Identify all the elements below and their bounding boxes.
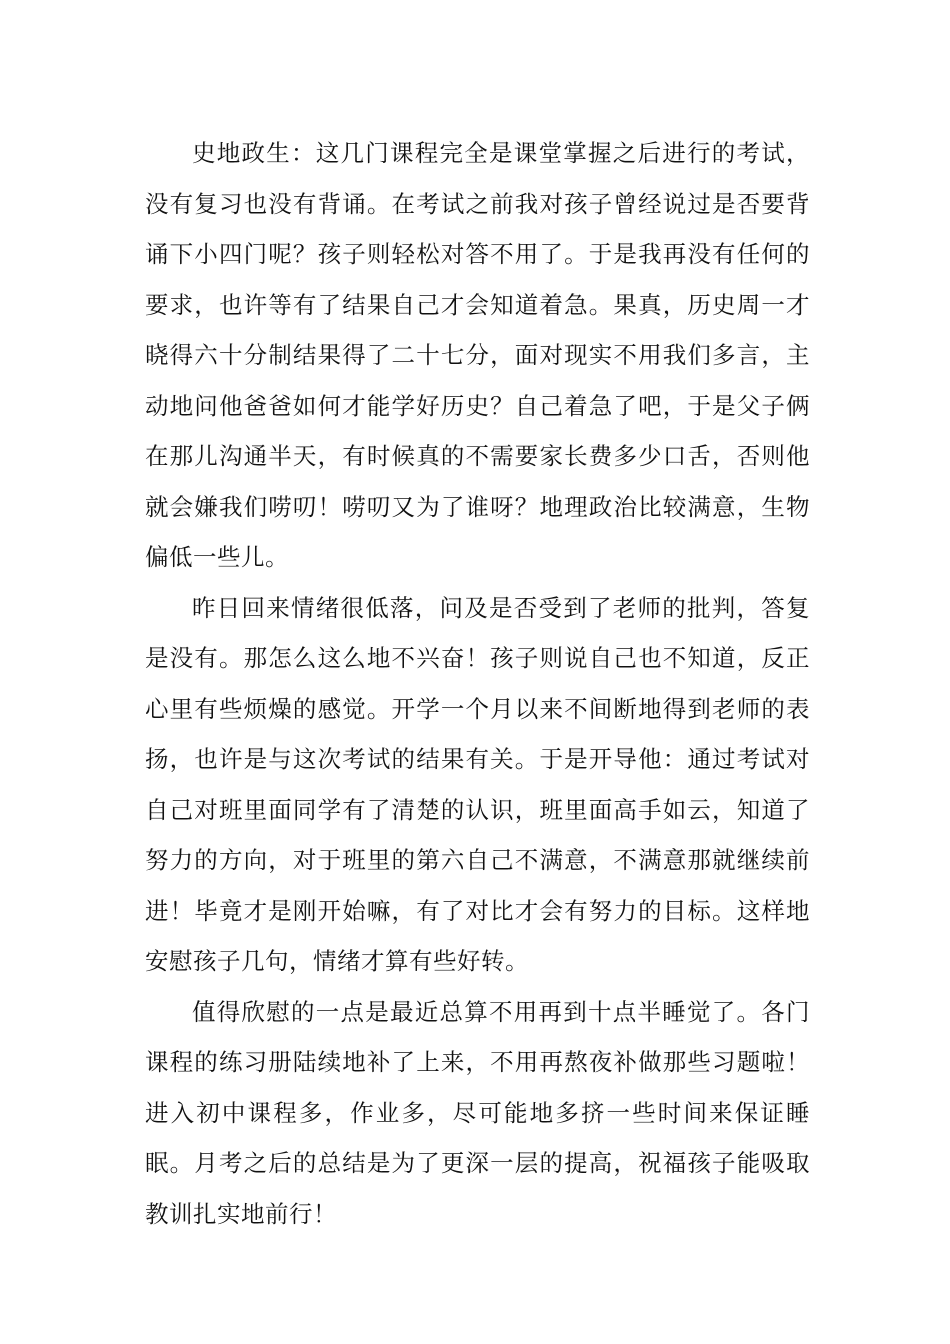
paragraph-sleep-and-summary: 值得欣慰的一点是最近总算不用再到十点半睡觉了。各门课程的练习册陆续地补了上来，不用再熬夜补做那些习题啦！进入初中课程多，作业多，尽可能地多挤一些时间来保证睡眠。月考之后的总结是为了更深一层的提高，祝福孩子能吸取教训扎实地前行！	[145, 997, 810, 1228]
article-body	[145, 128, 810, 1239]
paragraph-mood-after-exam: 昨日回来情绪很低落，问及是否受到了老师的批判，答复是没有。那怎么这么地不兴奋！孩子则说自己也不知道，反正心里有些烦燥的感觉。开学一个月以来不间断地得到老师的表扬，也许是与这次考试的结果有关。于是开导他：通过考试对自己对班里面同学有了清楚的认识，班里面高手如云，知道了努力的方向，对于班里的第六自己不满意，不满意那就继续前进！毕竟才是刚开始嘛，有了对比才会有努力的目标。这样地安慰孩子几句，情绪才算有些好转。	[145, 593, 810, 975]
paragraph-history-geo-politics-bio: 史地政生：这几门课程完全是课堂掌握之后进行的考试，没有复习也没有背诵。在考试之前我对孩子曾经说过是否要背诵下小四门呢？孩子则轻松对答不用了。于是我再没有任何的要求，也许等有了结果自己才会知道着急。果真，历史周一才晓得六十分制结果得了二十七分，面对现实不用我们多言，主动地问他爸爸如何才能学好历史？自己着急了吧，于是父子俩在那儿沟通半天，有时候真的不需要家长费多少口舌，否则他就会嫌我们唠叨！唠叨又为了谁呀？地理政治比较满意，生物偏低一些儿。	[145, 139, 810, 571]
